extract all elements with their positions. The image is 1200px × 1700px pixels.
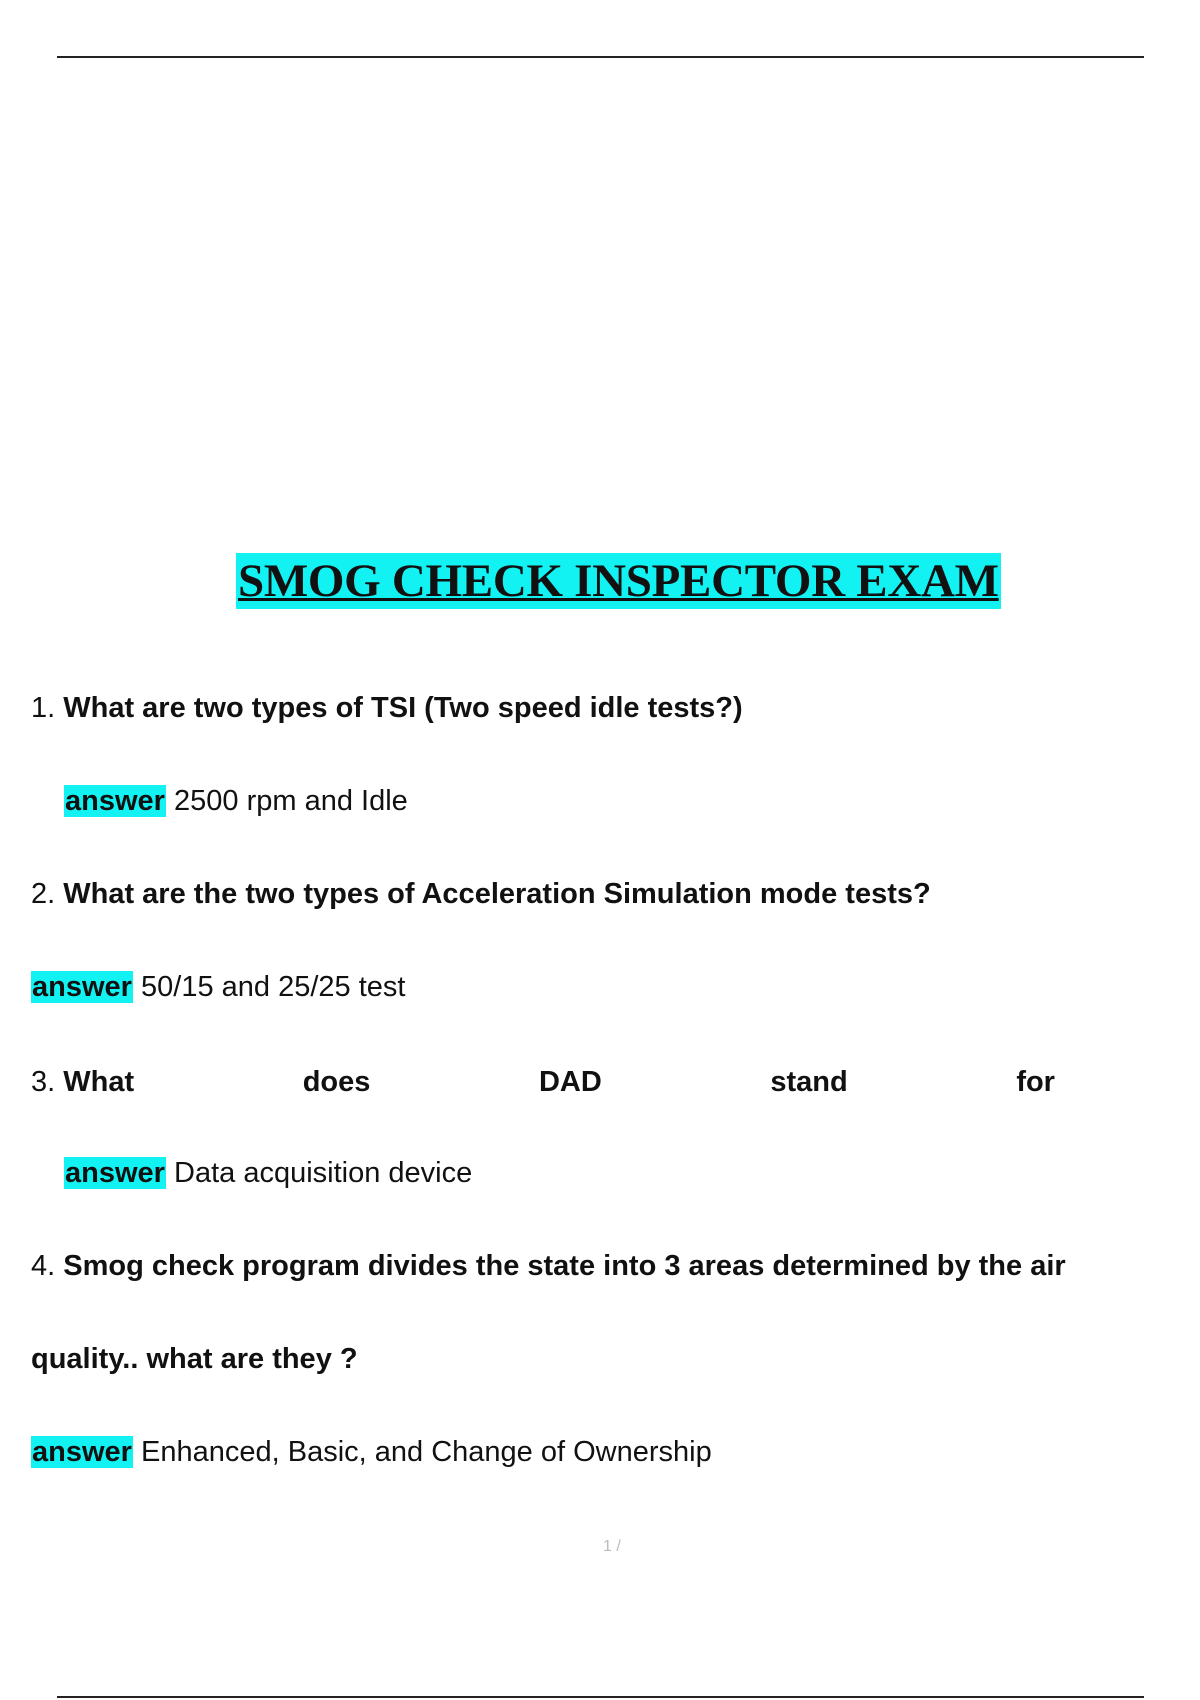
page-number: 1 / xyxy=(603,1538,621,1555)
question-word-5: for xyxy=(1016,1066,1055,1098)
question-word-3: DAD xyxy=(538,1066,602,1098)
answer-label: answer xyxy=(65,1157,165,1189)
answer-text: Enhanced, Basic, and Change of Ownership xyxy=(141,1436,712,1468)
question-text: Smog check program divides the state into 3 areas determined by the air xyxy=(63,1250,1066,1282)
answer-text: 2500 rpm and Idle xyxy=(174,785,408,817)
answer-2 xyxy=(31,967,405,1007)
answer-4 xyxy=(31,1432,712,1472)
document-title: SMOG CHECK INSPECTOR EXAM xyxy=(238,555,999,607)
answer-3 xyxy=(64,1153,472,1193)
question-number: 3. xyxy=(31,1066,56,1098)
question-word-4: stand xyxy=(770,1066,848,1098)
question-word-2: does xyxy=(302,1066,371,1098)
answer-label: answer xyxy=(32,971,132,1003)
question-4-line-1 xyxy=(31,1246,1066,1286)
question-2 xyxy=(31,874,931,914)
question-text: quality.. what are they ? xyxy=(31,1343,358,1375)
answer-label: answer xyxy=(65,785,165,817)
question-3 xyxy=(31,1062,1055,1102)
question-number: 2. xyxy=(31,878,56,910)
question-word-1: 3. What xyxy=(31,1066,135,1098)
question-4-line-2 xyxy=(31,1339,358,1379)
question-number: 1. xyxy=(31,692,56,724)
answer-text: Data acquisition device xyxy=(174,1157,473,1189)
question-number: 4. xyxy=(31,1250,56,1282)
answer-label: answer xyxy=(32,1436,132,1468)
question-text: What are the two types of Acceleration Simulation mode tests? xyxy=(63,878,931,910)
bottom-rule xyxy=(57,1696,1144,1698)
answer-1 xyxy=(64,781,408,821)
answer-text: 50/15 and 25/25 test xyxy=(141,971,406,1003)
top-rule xyxy=(57,56,1144,58)
question-1 xyxy=(31,688,743,728)
question-text: What are two types of TSI (Two speed idle tests?) xyxy=(63,692,743,724)
